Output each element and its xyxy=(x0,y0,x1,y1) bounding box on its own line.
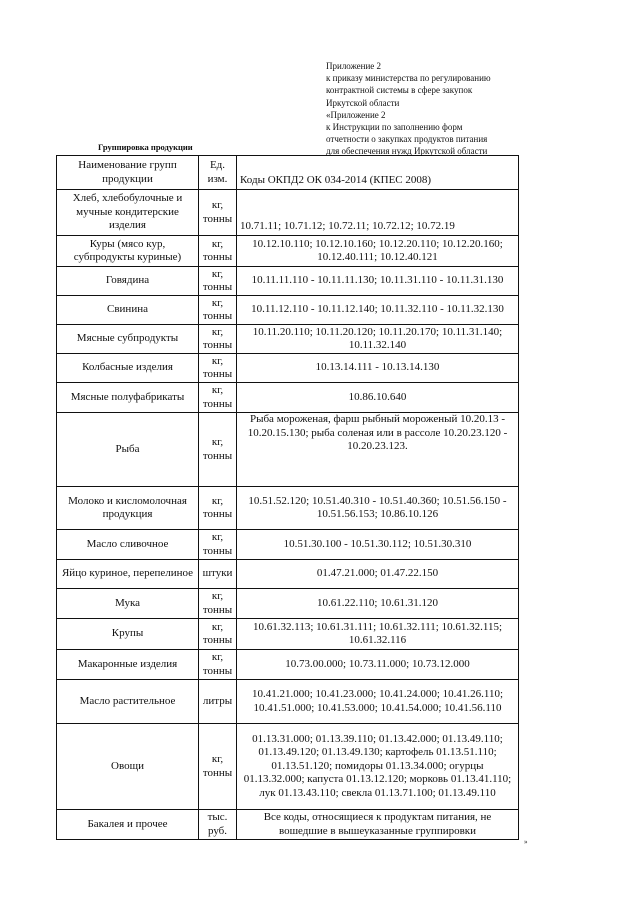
group-name-cell: Говядина xyxy=(57,267,199,296)
unit-cell: кг, тонны xyxy=(199,589,237,619)
table-row xyxy=(57,619,519,650)
group-name-cell: Масло растительное xyxy=(57,680,199,724)
unit-cell: кг, тонны xyxy=(199,190,237,236)
appendix-line: «Приложение 2 xyxy=(326,109,386,120)
table-row xyxy=(57,267,519,296)
header-group-name: Наименование групп продукции xyxy=(57,156,199,190)
unit-cell: кг, тонны xyxy=(199,267,237,296)
codes-cell: 10.11.20.110; 10.11.20.120; 10.11.20.170; 10.11.31.140; 10.11.32.140 xyxy=(237,325,519,354)
table-row xyxy=(57,560,519,589)
appendix-line: Приложение 2 xyxy=(326,61,382,71)
codes-cell: 10.71.11; 10.71.12; 10.72.11; 10.72.12; 10.72.19 xyxy=(237,190,519,236)
group-name-cell: Молоко и кисломолочная продукция xyxy=(57,487,199,530)
codes-cell: 10.11.11.110 - 10.11.11.130; 10.11.31.110 - 10.11.31.130 xyxy=(237,267,519,296)
codes-cell: 10.13.14.111 - 10.13.14.130 xyxy=(237,354,519,383)
codes-cell: 10.73.00.000; 10.73.11.000; 10.73.12.000 xyxy=(237,650,519,680)
codes-cell: 10.61.32.113; 10.61.31.111; 10.61.32.111; 10.61.32.115; 10.61.32.116 xyxy=(237,619,519,650)
table-row xyxy=(57,487,519,530)
codes-cell: Рыба мороженая, фарш рыбный мороженый 10.20.13 - 10.20.15.130; рыба соленая или в рассоле 10.20.23.120 - 10.20.23.123. xyxy=(237,413,519,487)
group-name-cell: Хлеб, хлебобулочные и мучные кондитерские изделия xyxy=(57,190,199,236)
unit-cell: тыс. руб. xyxy=(199,810,237,840)
group-name-cell: Мясные субпродукты xyxy=(57,325,199,354)
group-name-cell: Бакалея и прочее xyxy=(57,810,199,840)
appendix-line: контрактной системы в сфере закупок xyxy=(326,85,473,96)
group-name-cell: Куры (мясо кур, субпродукты куриные) xyxy=(57,236,199,267)
group-name-cell: Яйцо куриное, перепелиное xyxy=(57,560,199,589)
header-unit: Ед. изм. xyxy=(199,156,237,190)
appendix-line: для обеспечения нужд Иркутской области xyxy=(326,146,488,157)
unit-cell: кг, тонны xyxy=(199,383,237,413)
table-row xyxy=(57,383,519,413)
codes-cell: 10.12.10.110; 10.12.10.160; 10.12.20.110; 10.12.20.160; 10.12.40.111; 10.12.40.121 xyxy=(237,236,519,267)
closing-quote-mark: » xyxy=(524,838,528,846)
group-name-cell: Макаронные изделия xyxy=(57,650,199,680)
header-codes: Коды ОКПД2 ОК 034-2014 (КПЕС 2008) xyxy=(237,156,519,190)
codes-cell: 10.51.52.120; 10.51.40.310 - 10.51.40.360; 10.51.56.150 - 10.51.56.153; 10.86.10.126 xyxy=(237,487,519,530)
table-row xyxy=(57,530,519,560)
table-row xyxy=(57,354,519,383)
unit-cell: кг, тонны xyxy=(199,530,237,560)
appendix-line: Иркутской области xyxy=(326,97,400,108)
table-row xyxy=(57,190,519,236)
unit-cell: кг, тонны xyxy=(199,325,237,354)
codes-cell: 10.41.21.000; 10.41.23.000; 10.41.24.000; 10.41.26.110; 10.41.51.000; 10.41.53.000; 10.41.54.000; 10.41.56.110 xyxy=(237,680,519,724)
table-header-row xyxy=(57,156,519,190)
unit-cell: кг, тонны xyxy=(199,724,237,810)
table-row xyxy=(57,325,519,354)
group-name-cell: Колбасные изделия xyxy=(57,354,199,383)
table-row xyxy=(57,413,519,487)
codes-cell: 01.13.31.000; 01.13.39.110; 01.13.42.000; 01.13.49.110; 01.13.49.120; 01.13.49.130; картофель 01.13.51.110; 01.13.51.120; помидоры 01.13.34.000; огурцы 01.13.32.000; капуста 01.13.12.120; морковь 01.13.41.110; лук 01.13.43.110; свекла 01.13.71.100; 01.13.49.110 xyxy=(237,724,519,810)
table-title: Группировка продукции xyxy=(98,142,193,152)
codes-cell: 10.11.12.110 - 10.11.12.140; 10.11.32.110 - 10.11.32.130 xyxy=(237,296,519,325)
unit-cell: кг, тонны xyxy=(199,650,237,680)
codes-cell: 10.51.30.100 - 10.51.30.112; 10.51.30.310 xyxy=(237,530,519,560)
codes-cell: 10.61.22.110; 10.61.31.120 xyxy=(237,589,519,619)
product-groups-table xyxy=(56,155,519,840)
group-name-cell: Мясные полуфабрикаты xyxy=(57,383,199,413)
unit-cell: кг, тонны xyxy=(199,487,237,530)
codes-cell: 01.47.21.000; 01.47.22.150 xyxy=(237,560,519,589)
appendix-line: к приказу министерства по регулированию xyxy=(326,73,491,84)
table-row xyxy=(57,296,519,325)
unit-cell: кг, тонны xyxy=(199,413,237,487)
appendix-header xyxy=(326,60,626,158)
group-name-cell: Крупы xyxy=(57,619,199,650)
table-row xyxy=(57,810,519,840)
unit-cell: литры xyxy=(199,680,237,724)
codes-cell: 10.86.10.640 xyxy=(237,383,519,413)
unit-cell: кг, тонны xyxy=(199,236,237,267)
group-name-cell: Рыба xyxy=(57,413,199,487)
appendix-line: к Инструкции по заполнению форм xyxy=(326,122,463,133)
table-row xyxy=(57,650,519,680)
group-name-cell: Мука xyxy=(57,589,199,619)
table-row xyxy=(57,236,519,267)
group-name-cell: Масло сливочное xyxy=(57,530,199,560)
group-name-cell: Свинина xyxy=(57,296,199,325)
table-row xyxy=(57,724,519,810)
unit-cell: кг, тонны xyxy=(199,619,237,650)
table-row xyxy=(57,589,519,619)
unit-cell: кг, тонны xyxy=(199,296,237,325)
group-name-cell: Овощи xyxy=(57,724,199,810)
unit-cell: штуки xyxy=(199,560,237,589)
unit-cell: кг, тонны xyxy=(199,354,237,383)
appendix-line: отчетности о закупках продуктов питания xyxy=(326,134,488,145)
codes-cell: Все коды, относящиеся к продуктам питания, не вошедшие в вышеуказанные группировки xyxy=(237,810,519,840)
table-row xyxy=(57,680,519,724)
